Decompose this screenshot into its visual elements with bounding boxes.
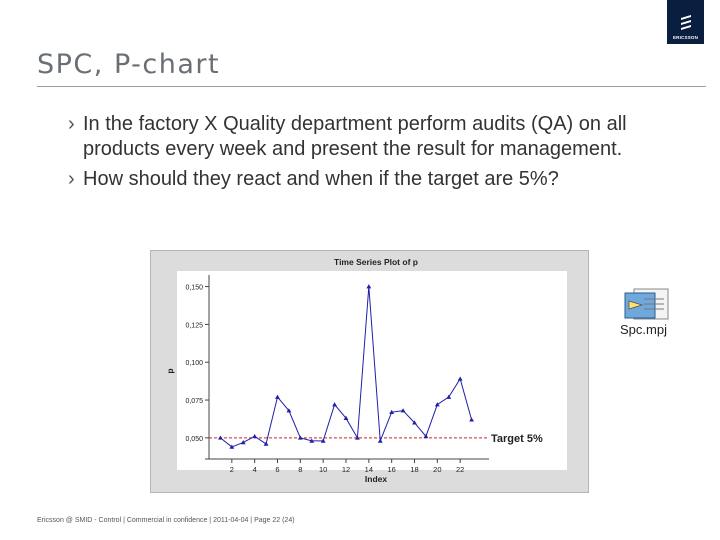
x-tick-label: 8 — [298, 465, 303, 474]
y-tick-label: 0,125 — [185, 322, 203, 330]
bullet-text: How should they react and when if the target are 5%? — [83, 168, 559, 190]
y-tick-label: 0,075 — [185, 398, 203, 406]
x-tick-label: 10 — [318, 465, 328, 474]
title-divider — [37, 86, 706, 87]
bullet-chevron-icon: › — [68, 113, 75, 135]
chart-canvas — [151, 251, 588, 492]
y-tick-label: 0,150 — [185, 284, 203, 292]
x-tick-label: 12 — [341, 465, 351, 474]
file-label[interactable]: Spc.mpj — [620, 322, 667, 337]
slide-title: SPC, P-chart — [37, 49, 221, 80]
ericsson-logo-icon — [677, 14, 695, 32]
y-axis-label: p — [165, 368, 175, 374]
x-tick-label: 18 — [410, 465, 419, 474]
y-tick-label: 0,100 — [185, 360, 203, 368]
slide-footer: Ericsson @ SMID - Control | Commercial in confidence | 2011-04-04 | Page 22 (24) — [37, 517, 295, 524]
x-tick-label: 20 — [433, 465, 442, 474]
x-tick-label: 4 — [252, 465, 257, 474]
target-label: Target 5% — [491, 432, 543, 445]
x-tick-label: 2 — [229, 465, 234, 474]
bullet-chevron-icon: › — [68, 168, 75, 190]
chart-title: Time Series Plot of p — [334, 257, 418, 267]
x-axis-label: Index — [364, 474, 388, 484]
x-tick-label: 14 — [364, 465, 374, 474]
x-tick-label: 16 — [387, 465, 396, 474]
bullet-item — [68, 167, 708, 192]
bullet-list — [68, 112, 708, 198]
x-tick-label: 22 — [455, 465, 465, 474]
ericsson-logo-text: ERICSSON — [672, 35, 699, 40]
bullet-item — [68, 112, 708, 161]
y-tick-label: 0,050 — [185, 435, 203, 443]
bullet-text: In the factory X Quality department perform audits (QA) on all products every week and present the result for management. — [83, 113, 627, 160]
ericsson-logo — [667, 0, 704, 44]
x-tick-label: 6 — [275, 465, 280, 474]
time-series-chart — [150, 250, 589, 493]
